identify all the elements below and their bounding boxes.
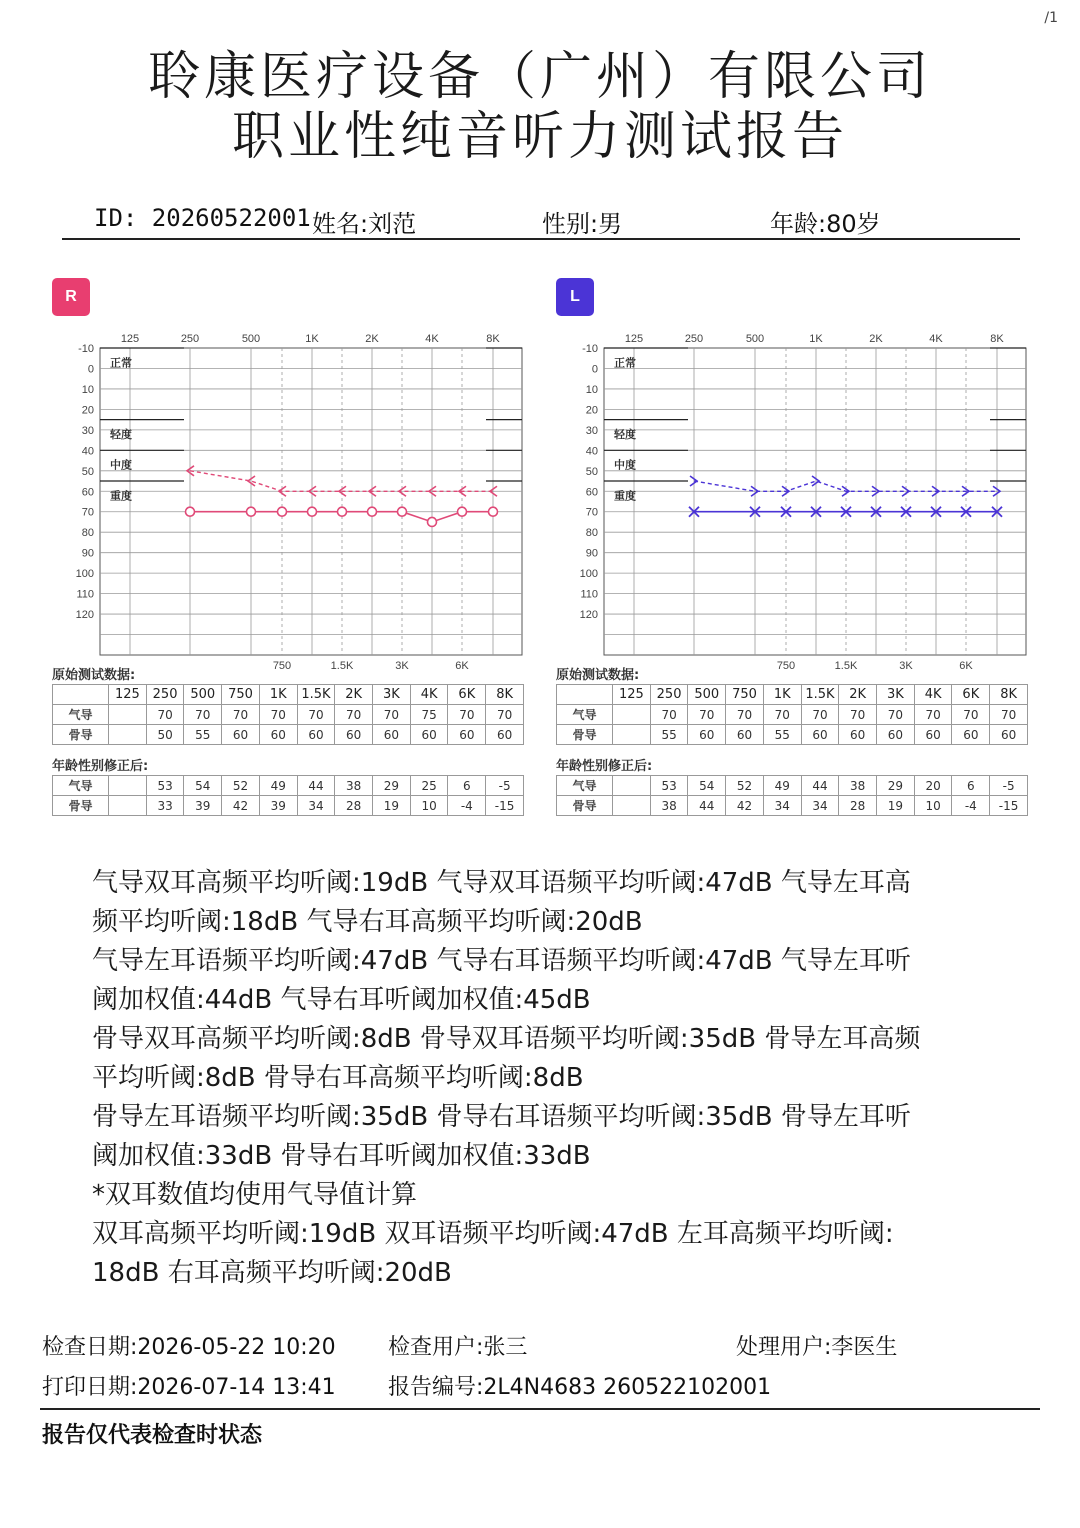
check-user: 检查用户:张三 <box>388 1335 528 1360</box>
table-row <box>53 725 524 745</box>
tick-label: 110 <box>580 588 598 601</box>
tick-label: 10 <box>585 383 598 396</box>
table-cell <box>109 725 147 745</box>
table-cell: 55 <box>763 725 801 745</box>
table-cell: -15 <box>486 796 524 816</box>
table-cell: 42 <box>726 796 764 816</box>
summary-line: 平均听阈:8dB 骨导右耳高频平均听阈:8dB <box>92 1063 584 1093</box>
table-cell: 28 <box>839 796 877 816</box>
tick-label: 10 <box>81 383 94 396</box>
left-corr-label: 年龄性别修正后: <box>556 759 653 774</box>
table-cell <box>613 705 651 725</box>
handler-user: 处理用户:李医生 <box>736 1335 898 1360</box>
table-cell: 60 <box>410 725 448 745</box>
table-cell: 60 <box>486 725 524 745</box>
air-conduction-point <box>368 507 377 516</box>
zone-label: 正常 <box>614 356 636 370</box>
right-ear-audiogram <box>50 328 530 676</box>
table-cell: 55 <box>184 725 222 745</box>
report-note: 报告仅代表检查时状态 <box>42 1423 263 1448</box>
air-conduction-point <box>458 507 467 516</box>
table-cell: 60 <box>259 725 297 745</box>
table-header-cell: 6K <box>952 685 990 705</box>
summary-text <box>92 864 992 1293</box>
tick-label: 30 <box>585 424 598 437</box>
table-cell: 54 <box>184 776 222 796</box>
tick-label: -10 <box>78 343 94 355</box>
tick-label: 90 <box>585 547 598 560</box>
table-cell: 60 <box>801 725 839 745</box>
table-cell: 10 <box>914 796 952 816</box>
table-header-cell: 500 <box>184 685 222 705</box>
tick-label: 1.5K <box>834 660 858 672</box>
zone-label: 重度 <box>110 489 132 503</box>
tick-label: 60 <box>585 486 598 499</box>
table-row-label: 气导 <box>53 705 109 725</box>
tick-label: 3K <box>899 660 913 672</box>
table-row-label: 骨导 <box>53 725 109 745</box>
table-cell: 53 <box>650 776 688 796</box>
tick-label: 3K <box>395 660 409 672</box>
table-cell: 70 <box>373 705 411 725</box>
table-cell: 70 <box>801 705 839 725</box>
table-cell: 38 <box>650 796 688 816</box>
summary-line: 频平均听阈:18dB 气导右耳高频平均听阈:20dB <box>92 907 643 937</box>
tick-label: 4K <box>929 333 943 345</box>
tick-label: 250 <box>180 333 200 345</box>
tick-label: 2K <box>869 333 883 345</box>
table-header-cell: 250 <box>650 685 688 705</box>
table-cell: 55 <box>650 725 688 745</box>
tick-label: -10 <box>582 343 598 355</box>
table-cell: 60 <box>448 725 486 745</box>
company-name: 聆康医疗设备（广州）有限公司 <box>147 47 932 107</box>
table-cell: 54 <box>688 776 726 796</box>
tick-label: 110 <box>76 588 94 601</box>
table-cell: 70 <box>877 705 915 725</box>
table-cell: -4 <box>448 796 486 816</box>
table-cell <box>613 776 651 796</box>
table-cell: 60 <box>914 725 952 745</box>
table-header-cell: 4K <box>914 685 952 705</box>
table-cell: 42 <box>222 796 260 816</box>
summary-line: *双耳数值均使用气导值计算 <box>92 1180 418 1210</box>
tick-label: 8K <box>486 333 500 345</box>
tick-label: 125 <box>120 333 140 345</box>
table-cell: 33 <box>146 796 184 816</box>
table-header-cell: 1K <box>259 685 297 705</box>
table-header-cell: 125 <box>613 685 651 705</box>
table-row-label: 骨导 <box>557 725 613 745</box>
table-header-cell: 250 <box>146 685 184 705</box>
tick-label: 6K <box>455 660 469 672</box>
table-cell: 28 <box>335 796 373 816</box>
summary-line: 双耳高频平均听阈:19dB 双耳语频平均听阈:47dB 左耳高频平均听阈: <box>92 1219 894 1249</box>
table-cell: 70 <box>726 705 764 725</box>
print-date: 打印日期:2026-07-14 13:41 <box>42 1375 336 1400</box>
table-cell <box>613 725 651 745</box>
table-cell <box>109 796 147 816</box>
table-header-cell: 750 <box>726 685 764 705</box>
table-cell: -5 <box>990 776 1028 796</box>
report-title: 职业性纯音听力测试报告 <box>231 107 848 167</box>
table-cell: 70 <box>184 705 222 725</box>
table-cell: 70 <box>222 705 260 725</box>
patient-name: 姓名:刘范 <box>312 210 417 238</box>
table-cell: 70 <box>335 705 373 725</box>
air-conduction-point <box>186 507 195 516</box>
table-row <box>53 776 524 796</box>
table-cell: 44 <box>688 796 726 816</box>
table-cell: 70 <box>448 705 486 725</box>
table-row-label: 气导 <box>53 776 109 796</box>
tick-label: 2K <box>365 333 379 345</box>
summary-line: 骨导双耳高频平均听阈:8dB 骨导双耳语频平均听阈:35dB 骨导左耳高频 <box>92 1024 921 1054</box>
tick-label: 1K <box>305 333 319 345</box>
table-cell: 6 <box>952 776 990 796</box>
zone-label: 正常 <box>110 356 132 370</box>
table-cell: 60 <box>297 725 335 745</box>
air-conduction-point <box>398 507 407 516</box>
air-conduction-point <box>308 507 317 516</box>
table-cell: 70 <box>839 705 877 725</box>
table-cell: 75 <box>410 705 448 725</box>
table-cell: 70 <box>952 705 990 725</box>
tick-label: 120 <box>579 609 598 622</box>
plot-frame <box>100 348 522 655</box>
table-row-label: 气导 <box>557 776 613 796</box>
table-row <box>557 776 1028 796</box>
table-cell: 60 <box>726 725 764 745</box>
table-cell: -15 <box>990 796 1028 816</box>
check-date: 检查日期:2026-05-22 10:20 <box>42 1335 336 1360</box>
table-cell: 70 <box>146 705 184 725</box>
table-cell: -5 <box>486 776 524 796</box>
table-cell: 34 <box>763 796 801 816</box>
tick-label: 0 <box>591 363 598 376</box>
table-cell: 38 <box>839 776 877 796</box>
table-cell <box>613 796 651 816</box>
tick-label: 100 <box>579 568 598 581</box>
table-corner-cell <box>557 685 613 705</box>
tick-label: 30 <box>81 424 94 437</box>
zone-label: 中度 <box>110 458 132 472</box>
report-number: 报告编号:2L4N4683 260522102001 <box>388 1375 772 1400</box>
table-header-cell: 1K <box>763 685 801 705</box>
table-cell: 53 <box>146 776 184 796</box>
table-cell: 39 <box>259 796 297 816</box>
air-conduction-point <box>338 507 347 516</box>
table-header-cell: 125 <box>109 685 147 705</box>
table-header-cell: 4K <box>410 685 448 705</box>
table-cell: 70 <box>990 705 1028 725</box>
plot-frame <box>604 348 1026 655</box>
tick-label: 70 <box>81 506 94 519</box>
zone-label: 轻度 <box>614 427 636 441</box>
table-cell: 25 <box>410 776 448 796</box>
table-cell: 39 <box>184 796 222 816</box>
right-raw-table <box>52 684 524 745</box>
table-cell: 70 <box>914 705 952 725</box>
table-cell: 49 <box>763 776 801 796</box>
summary-line: 气导左耳语频平均听阈:47dB 气导右耳语频平均听阈:47dB 气导左耳听 <box>92 946 911 976</box>
summary-line: 气导双耳高频平均听阈:19dB 气导双耳语频平均听阈:47dB 气导左耳高 <box>92 868 911 898</box>
table-header-cell: 3K <box>877 685 915 705</box>
tick-label: 250 <box>684 333 704 345</box>
table-cell: 38 <box>335 776 373 796</box>
table-cell: 60 <box>952 725 990 745</box>
zone-label: 中度 <box>614 458 636 472</box>
tick-label: 100 <box>75 568 94 581</box>
left-ear-audiogram <box>554 328 1034 676</box>
tick-label: 750 <box>272 660 292 672</box>
table-cell: 70 <box>259 705 297 725</box>
air-conduction-point <box>428 517 437 526</box>
table-cell: 29 <box>373 776 411 796</box>
tick-label: 90 <box>81 547 94 560</box>
table-row <box>53 705 524 725</box>
table-header-cell: 2K <box>335 685 373 705</box>
left-raw-table <box>556 684 1028 745</box>
table-cell: 6 <box>448 776 486 796</box>
left-corrected-table <box>556 775 1028 816</box>
tick-label: 500 <box>241 333 261 345</box>
table-cell: 60 <box>877 725 915 745</box>
tick-label: 750 <box>776 660 796 672</box>
table-row-label: 气导 <box>557 705 613 725</box>
tick-label: 1.5K <box>330 660 354 672</box>
table-cell: 52 <box>222 776 260 796</box>
table-row <box>557 725 1028 745</box>
tick-label: 80 <box>585 527 598 540</box>
table-header-row <box>53 685 524 705</box>
table-cell: 60 <box>222 725 260 745</box>
footer-divider <box>40 1408 1040 1410</box>
table-header-cell: 1.5K <box>801 685 839 705</box>
tick-label: 6K <box>959 660 973 672</box>
tick-label: 20 <box>81 404 94 417</box>
tick-label: 0 <box>87 363 94 376</box>
air-conduction-point <box>489 507 498 516</box>
patient-id: ID: 20260522001 <box>94 204 311 232</box>
tick-label: 40 <box>81 445 94 458</box>
table-cell: 70 <box>297 705 335 725</box>
table-header-cell: 6K <box>448 685 486 705</box>
air-conduction-point <box>278 507 287 516</box>
table-cell: 60 <box>990 725 1028 745</box>
table-cell: 44 <box>801 776 839 796</box>
table-header-cell: 8K <box>990 685 1028 705</box>
table-cell: 20 <box>914 776 952 796</box>
table-cell: 34 <box>297 796 335 816</box>
zone-label: 重度 <box>614 489 636 503</box>
tick-label: 60 <box>81 486 94 499</box>
table-row <box>557 796 1028 816</box>
tick-label: 120 <box>75 609 94 622</box>
table-cell: 60 <box>335 725 373 745</box>
table-cell: 29 <box>877 776 915 796</box>
left-raw-label: 原始测试数据: <box>556 668 640 683</box>
summary-line: 18dB 右耳高频平均听阈:20dB <box>92 1258 452 1288</box>
zone-label: 轻度 <box>110 427 132 441</box>
table-cell: 60 <box>839 725 877 745</box>
patient-age: 年龄:80岁 <box>770 210 881 238</box>
table-header-cell: 2K <box>839 685 877 705</box>
table-header-row <box>557 685 1028 705</box>
table-cell: 19 <box>373 796 411 816</box>
table-cell: 70 <box>688 705 726 725</box>
right-ear-badge: R <box>52 278 90 316</box>
table-cell: -4 <box>952 796 990 816</box>
tick-label: 500 <box>745 333 765 345</box>
tick-label: 1K <box>809 333 823 345</box>
summary-line: 阈加权值:44dB 气导右耳听阈加权值:45dB <box>92 985 591 1015</box>
table-row <box>53 796 524 816</box>
right-corrected-table <box>52 775 524 816</box>
summary-line: 骨导左耳语频平均听阈:35dB 骨导右耳语频平均听阈:35dB 骨导左耳听 <box>92 1102 911 1132</box>
tick-label: 80 <box>81 527 94 540</box>
table-cell: 70 <box>486 705 524 725</box>
table-row <box>557 705 1028 725</box>
tick-label: 20 <box>585 404 598 417</box>
table-cell: 19 <box>877 796 915 816</box>
air-conduction-point <box>247 507 256 516</box>
table-header-cell: 750 <box>222 685 260 705</box>
table-cell: 50 <box>146 725 184 745</box>
table-header-cell: 8K <box>486 685 524 705</box>
right-corr-label: 年龄性别修正后: <box>52 759 149 774</box>
table-header-cell: 500 <box>688 685 726 705</box>
tick-label: 125 <box>624 333 644 345</box>
tick-label: 50 <box>585 465 598 478</box>
table-corner-cell <box>53 685 109 705</box>
patient-info <box>62 200 1020 240</box>
table-cell: 70 <box>650 705 688 725</box>
page-number: /1 <box>1044 10 1058 26</box>
table-cell: 52 <box>726 776 764 796</box>
tick-label: 4K <box>425 333 439 345</box>
right-raw-label: 原始测试数据: <box>52 668 136 683</box>
patient-gender: 性别:男 <box>542 210 623 238</box>
table-cell <box>109 776 147 796</box>
table-header-cell: 3K <box>373 685 411 705</box>
summary-line: 阈加权值:33dB 骨导右耳听阈加权值:33dB <box>92 1141 591 1171</box>
table-row-label: 骨导 <box>557 796 613 816</box>
table-cell <box>109 705 147 725</box>
tick-label: 40 <box>585 445 598 458</box>
table-cell: 60 <box>688 725 726 745</box>
left-ear-badge: L <box>556 278 594 316</box>
table-cell: 49 <box>259 776 297 796</box>
table-cell: 60 <box>373 725 411 745</box>
table-cell: 70 <box>763 705 801 725</box>
tick-label: 8K <box>990 333 1004 345</box>
tick-label: 50 <box>81 465 94 478</box>
table-cell: 10 <box>410 796 448 816</box>
table-cell: 34 <box>801 796 839 816</box>
table-row-label: 骨导 <box>53 796 109 816</box>
table-cell: 44 <box>297 776 335 796</box>
table-header-cell: 1.5K <box>297 685 335 705</box>
tick-label: 70 <box>585 506 598 519</box>
